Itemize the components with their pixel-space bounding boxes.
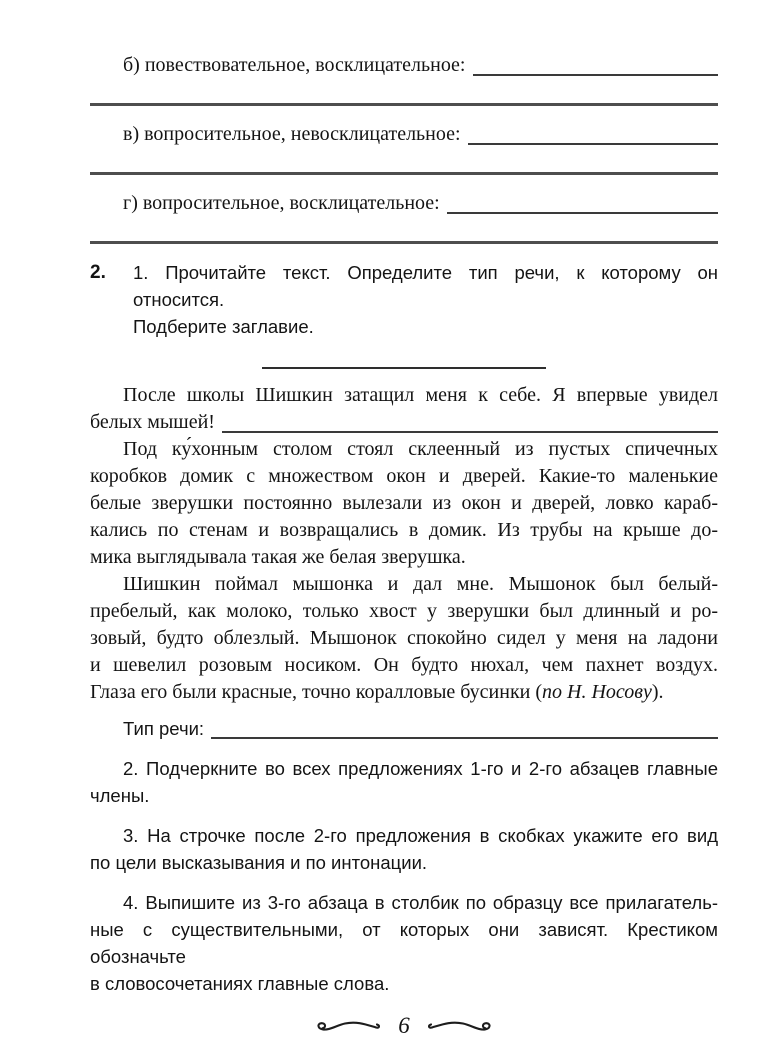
story-line: кались по стенам и возвращались в домик. Из трубы на крыше до- (90, 519, 718, 541)
option-b-label: б) повествовательное, восклицательное: (123, 54, 466, 76)
story-line: белые зверушки постоянно вылезали из окон и дверей, ловко караб- (90, 492, 718, 514)
speech-type-row (90, 715, 718, 742)
sentence-type-answer-blank[interactable] (222, 430, 718, 433)
story-line-attribution (90, 679, 718, 706)
separator-line (90, 172, 718, 175)
option-v-label: в) вопросительное, невосклицательное: (123, 123, 461, 145)
speech-type-answer-blank[interactable] (211, 736, 718, 739)
page-footer (90, 1014, 718, 1038)
option-row-g (90, 190, 718, 217)
flourish-icon (425, 1016, 497, 1036)
title-write-in-blank[interactable] (262, 367, 546, 369)
speech-type-label: Тип речи: (123, 718, 205, 739)
exercise-instruction-line2: Подберите заглавие. (133, 316, 314, 337)
separator-line (90, 103, 718, 106)
option-row-v (90, 121, 718, 148)
story-line-part: ). (651, 681, 664, 703)
story-line-part: Глаза его были красные, точно коралловые бусинки ( (90, 681, 543, 703)
task-3-line2: по цели высказывания и по интонации. (90, 852, 428, 873)
separator-line (90, 241, 718, 244)
story-line: Под ку́хонным столом стоял склеенный из пустых спичечных (123, 438, 718, 460)
option-v-answer-blank[interactable] (468, 142, 718, 145)
story-line: Шишкин поймал мышонка и дал мне. Мышонок был белый- (123, 573, 718, 595)
task-2-line1: 2. Подчеркните во всех предложениях 1-го и 2-го абзацев главные (123, 758, 718, 779)
exercise-number: 2. (90, 262, 106, 283)
task-4-line3: в словосочетаниях главные слова. (90, 973, 390, 994)
task-2-line2: члены. (90, 785, 150, 806)
exercise-instruction-line1: 1. Прочитайте текст. Определите тип речи, к которому он относится. (133, 262, 718, 310)
option-g-label: г) вопросительное, восклицательное: (123, 192, 440, 214)
option-b-answer-blank[interactable] (473, 73, 719, 76)
exercise-2 (90, 259, 718, 340)
page-number: 6 (398, 1013, 410, 1038)
story-line: белых мышей! (90, 411, 215, 433)
author-attribution: по Н. Носову (542, 681, 652, 703)
task-4-line1: 4. Выпишите из 3-го абзаца в столбик по образцу все прилагатель- (123, 892, 718, 913)
story-line: и шевелил розовым носиком. Он будто нюхал, чем пахнет воздух. (90, 654, 718, 676)
story-line-with-blank (90, 409, 718, 436)
story-line: пребелый, как молоко, только хвост у зверушки был длинный и ро- (90, 600, 718, 622)
story-line: После школы Шишкин затащил меня к себе. Я впервые увидел (123, 384, 718, 406)
task-4-line2: ные с существительными, от которых они зависят. Крестиком обозначьте (90, 919, 718, 967)
option-row-b (90, 52, 718, 79)
story-line: мика выглядывала такая же белая зверушка. (90, 546, 466, 568)
option-g-answer-blank[interactable] (447, 211, 718, 214)
task-2 (90, 755, 718, 809)
story-line: коробков домик с множеством окон и дверей. Какие-то маленькие (90, 465, 718, 487)
task-4 (90, 889, 718, 997)
story-line: зовый, будто облезлый. Мышонок спокойно сидел у меня на ладони (90, 627, 718, 649)
flourish-icon (311, 1016, 383, 1036)
task-3 (90, 822, 718, 876)
story-text (90, 382, 718, 706)
task-3-line1: 3. На строчке после 2-го предложения в скобках укажите его вид (123, 825, 718, 846)
